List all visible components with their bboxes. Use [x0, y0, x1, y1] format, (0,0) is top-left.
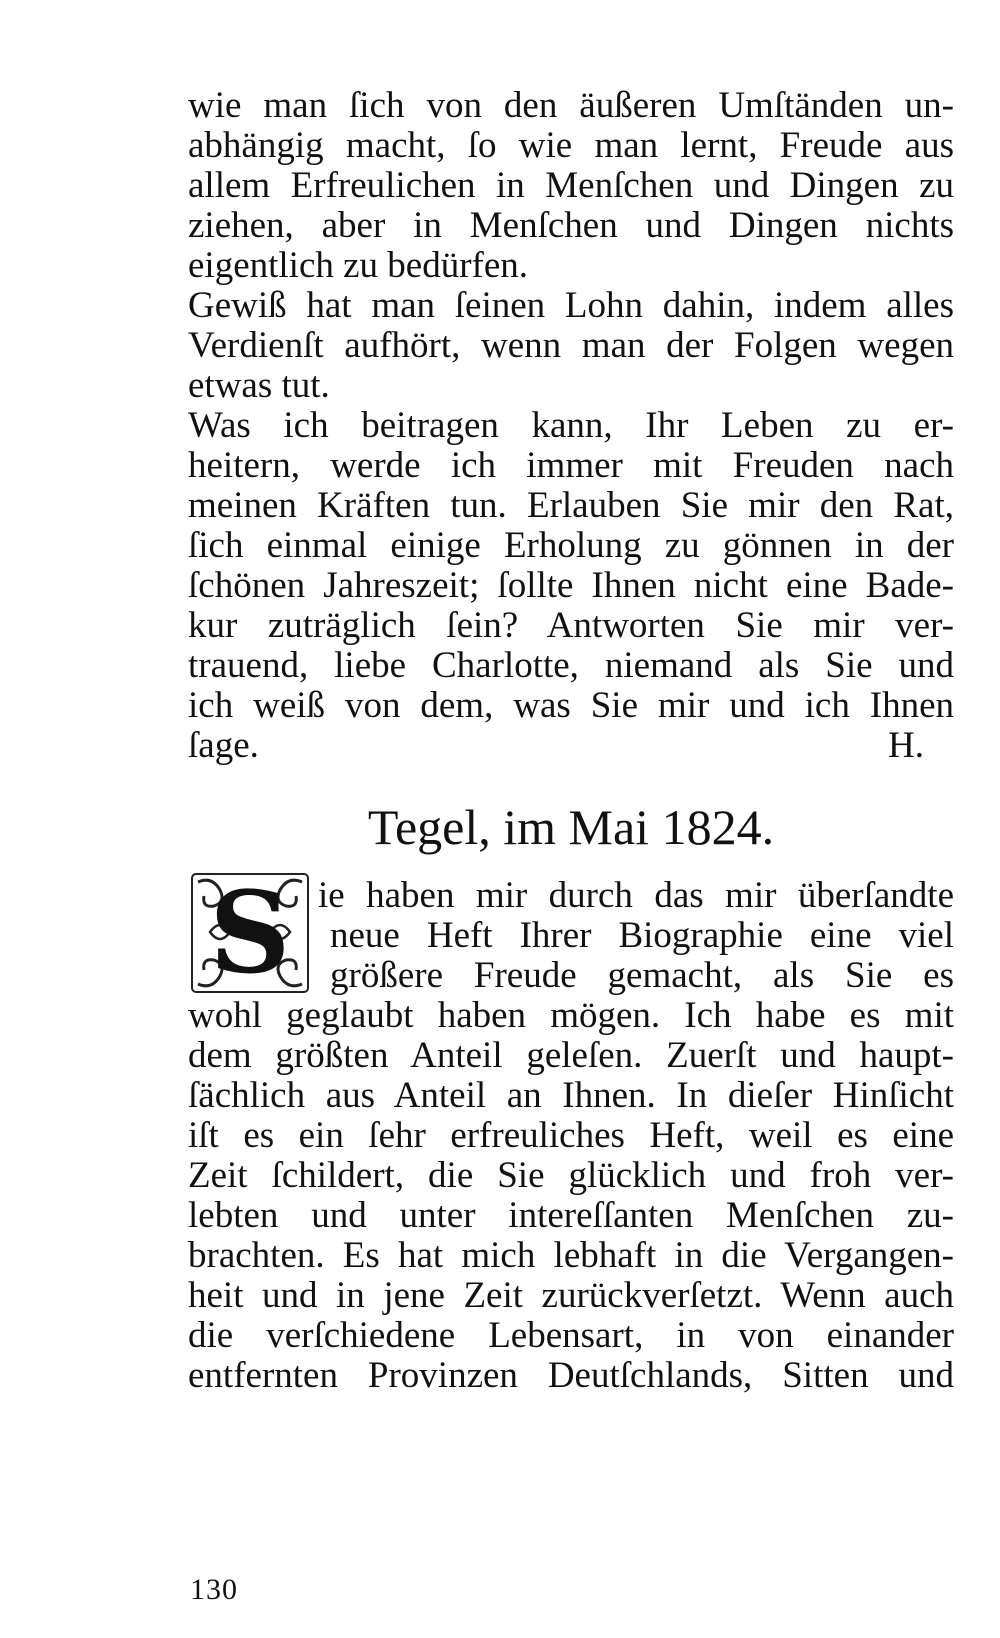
text-line: Gewiß hat man ſeinen Lohn dahin, indem alles [188, 285, 954, 326]
text-line: neue Heft Ihrer Biographie eine viel [330, 915, 954, 956]
text-line: ſchönen Jahreszeit; ſollte Ihnen nicht eine Bade- [188, 565, 954, 606]
text-line: ie haben mir durch das mir überſandte [318, 875, 954, 916]
text-line: Verdienſt aufhört, wenn man der Folgen wegen [188, 325, 954, 366]
text-line: meinen Kräften tun. Erlauben Sie mir den Rat, [188, 485, 954, 526]
text-line: eigentlich zu bedürfen. [188, 245, 529, 286]
text-line: abhängig macht, ſo wie man lernt, Freude aus [188, 125, 954, 166]
text-line: brachten. Es hat mich lebhaft in die Vergangen- [188, 1235, 954, 1276]
text-line: allem Erfreulichen in Menſchen und Dingen zu [188, 165, 954, 206]
text-line: iſt es ein ſehr erfreuliches Heft, weil es eine [188, 1115, 954, 1156]
text-line: kur zuträglich ſein? Antworten Sie mir ver- [188, 605, 954, 646]
drop-cap-letter: S [209, 872, 291, 994]
text-line: die verſchiedene Lebensart, in von einander [188, 1315, 954, 1356]
letter-heading: Tegel, im Mai 1824. [367, 799, 775, 855]
text-line: lebten und unter intereſſanten Menſchen zu- [188, 1195, 954, 1236]
text-line: größere Freude gemacht, als Sie es [330, 955, 954, 996]
text-line: etwas tut. [188, 365, 330, 406]
text-line: Zeit ſchildert, die Sie glücklich und froh ver- [188, 1155, 954, 1196]
text-line: ich weiß von dem, was Sie mir und ich Ihnen [188, 685, 954, 726]
text-line: ſich einmal einige Erholung zu gönnen in der [188, 525, 954, 566]
signature: H. [888, 725, 924, 766]
text-line: dem größten Anteil geleſen. Zuerſt und haupt- [188, 1035, 954, 1076]
text-line: wohl geglaubt haben mögen. Ich habe es mit [188, 995, 954, 1036]
text-line: trauend, liebe Charlotte, niemand als Sie und [188, 645, 954, 686]
text-line: heitern, werde ich immer mit Freuden nach [188, 445, 954, 486]
text-line: Was ich beitragen kann, Ihr Leben zu er- [188, 405, 954, 446]
page-number: 130 [190, 1573, 238, 1606]
text-line: heit und in jene Zeit zurückverſetzt. Wenn auch [188, 1275, 954, 1316]
text-line: entfernten Provinzen Deutſchlands, Sitten und [188, 1355, 954, 1396]
ornamental-drop-cap [190, 872, 310, 994]
text-line: ſächlich aus Anteil an Ihnen. In dieſer Hinſicht [188, 1075, 954, 1116]
text-line: wie man ſich von den äußeren Umſtänden un- [188, 85, 954, 126]
text-line: ſage. [188, 725, 259, 766]
text-line: ziehen, aber in Menſchen und Dingen nichts [188, 205, 954, 246]
